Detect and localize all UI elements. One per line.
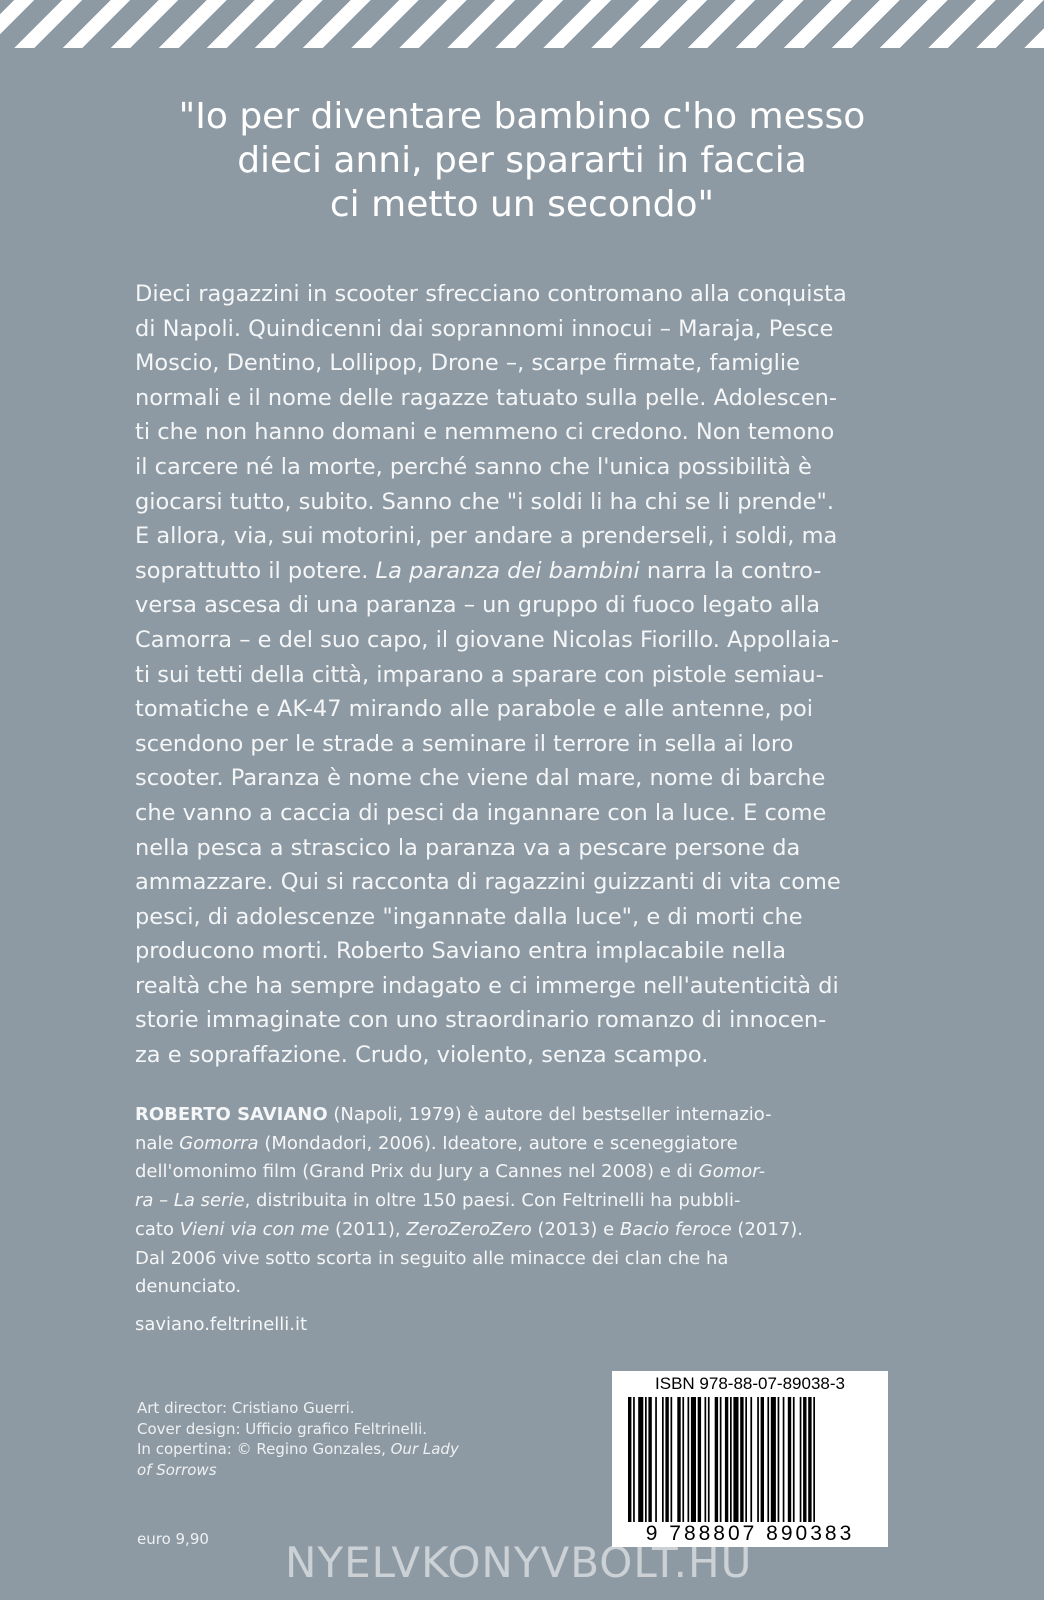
bio-text: , distribuita in oltre 150 paesi. Con Feltrinelli ha pubbli- — [244, 1190, 741, 1212]
synopsis-line: pesci, di adolescenze "ingannate dalla luce", e di morti che — [135, 903, 803, 930]
barcode-digits: 9 788807 890383 — [645, 1522, 855, 1545]
quote-line: ci metto un secondo" — [329, 184, 715, 225]
bio-text: cato — [135, 1218, 180, 1240]
quote-line: dieci anni, per spararti in faccia — [237, 140, 807, 181]
bio-text: (2017). — [731, 1218, 803, 1240]
synopsis-line: nella pesca a strascico la paranza va a pescare persone da — [135, 834, 801, 861]
synopsis-line: Moscio, Dentino, Lollipop, Drone –, scarpe firmate, famiglie — [135, 350, 800, 377]
synopsis-line: scendono per le strade a seminare il terrore in sella ai loro — [135, 730, 794, 757]
isbn-barcode — [612, 1371, 888, 1547]
synopsis-line: Camorra – e del suo capo, il giovane Nicolas Fiorillo. Appollaia- — [135, 626, 840, 653]
top-stripe-band — [0, 0, 1044, 48]
synopsis-line: producono morti. Roberto Saviano entra implacabile nella — [135, 938, 787, 965]
author-bio — [135, 1101, 925, 1302]
synopsis-line: normali e il nome delle ragazze tatuato sulla pelle. Adolescen- — [135, 384, 838, 411]
synopsis-line: ti che non hanno domani e nemmeno ci credono. Non temono — [135, 419, 835, 446]
price: euro 9,90 — [137, 1530, 209, 1548]
author-name: ROBERTO SAVIANO — [135, 1104, 328, 1125]
work-title: Bacio feroce — [619, 1218, 732, 1240]
pull-quote — [60, 95, 984, 227]
bio-line: Dal 2006 vive sotto scorta in seguito alle minacce dei clan che ha — [135, 1247, 729, 1269]
synopsis-line: tomatiche e AK-47 mirando alle parabole e alle antenne, poi — [135, 696, 813, 723]
synopsis-line: ti sui tetti della città, imparano a sparare con pistole semiau- — [135, 661, 824, 688]
bio-text: (2013) e — [531, 1218, 620, 1240]
isbn-number: ISBN 978-88-07-89038-3 — [655, 1374, 845, 1393]
bio-line: denunciato. — [135, 1276, 242, 1298]
watermark: NYELVKONYVBOLT.HU — [285, 1538, 753, 1587]
credit-line: Art director: Cristiano Guerri. — [137, 1399, 355, 1417]
artwork-title: Our Lady — [390, 1440, 459, 1458]
barcode-icon — [626, 1397, 874, 1522]
bio-text: nale — [135, 1132, 180, 1154]
synopsis-line: za e sopraffazione. Crudo, violento, senza scampo. — [135, 1042, 709, 1069]
synopsis-line: il carcere né la morte, perché sanno che l'unica possibilità è — [135, 453, 812, 480]
credit-text: In copertina: © Regino Gonzales, — [137, 1440, 391, 1458]
synopsis-line: Dieci ragazzini in scooter sfrecciano contromano alla conquista — [135, 281, 847, 307]
artwork-title: of Sorrows — [137, 1460, 217, 1479]
quote-line: "Io per diventare bambino c'ho messo — [178, 96, 866, 137]
work-title: Gomorra — [179, 1132, 259, 1154]
synopsis-line: scooter. Paranza è nome che viene dal mare, nome di barche — [135, 765, 826, 792]
book-title: La paranza dei bambini — [375, 557, 640, 584]
synopsis-line: ammazzare. Qui si racconta di ragazzini guizzanti di vita come — [135, 869, 841, 896]
work-title: Vieni via con me — [179, 1218, 330, 1240]
synopsis-line: di Napoli. Quindicenni dai soprannomi innocui – Maraja, Pesce — [135, 315, 834, 342]
bio-text: (Mondadori, 2006). Ideatore, autore e sceneggiatore — [258, 1132, 738, 1154]
line-text: soprattutto il potere. — [135, 557, 376, 584]
website-link[interactable]: saviano.feltrinelli.it — [135, 1314, 308, 1335]
synopsis-line: realtà che ha sempre indagato e ci immerge nell'autenticità di — [135, 972, 839, 999]
work-title: ZeroZeroZero — [406, 1218, 532, 1240]
synopsis — [135, 277, 925, 1073]
bio-text: (2011), — [329, 1218, 407, 1240]
work-title: ra – La serie — [135, 1190, 245, 1212]
synopsis-line: versa ascesa di una paranza – un gruppo di fuoco legato alla — [135, 592, 820, 619]
bio-line — [135, 1187, 925, 1216]
line-text: narra la contro- — [639, 557, 822, 584]
synopsis-line — [135, 554, 925, 589]
bio-text: (Napoli, 1979) è autore del bestseller internazio- — [327, 1104, 772, 1125]
synopsis-line: giocarsi tutto, subito. Sanno che "i soldi li ha chi se li prende". — [135, 488, 834, 515]
synopsis-line: storie immaginate con uno straordinario romanzo di innocen- — [135, 1007, 827, 1034]
credit-line — [137, 1439, 459, 1460]
bio-text: dell'omonimo film (Grand Prix du Jury a Cannes nel 2008) e di — [135, 1161, 699, 1183]
bio-line — [135, 1130, 925, 1159]
synopsis-line: che vanno a caccia di pesci da ingannare con la luce. E come — [135, 799, 827, 826]
bio-line — [135, 1216, 925, 1245]
work-title: Gomor- — [698, 1161, 766, 1183]
synopsis-line: E allora, via, sui motorini, per andare a prenderseli, i soldi, ma — [135, 523, 838, 550]
credit-line: Cover design: Ufficio grafico Feltrinelli. — [137, 1419, 428, 1438]
bio-line — [135, 1158, 925, 1187]
cover-credits — [137, 1398, 459, 1480]
bio-line — [135, 1101, 925, 1130]
credit-line — [137, 1460, 459, 1481]
